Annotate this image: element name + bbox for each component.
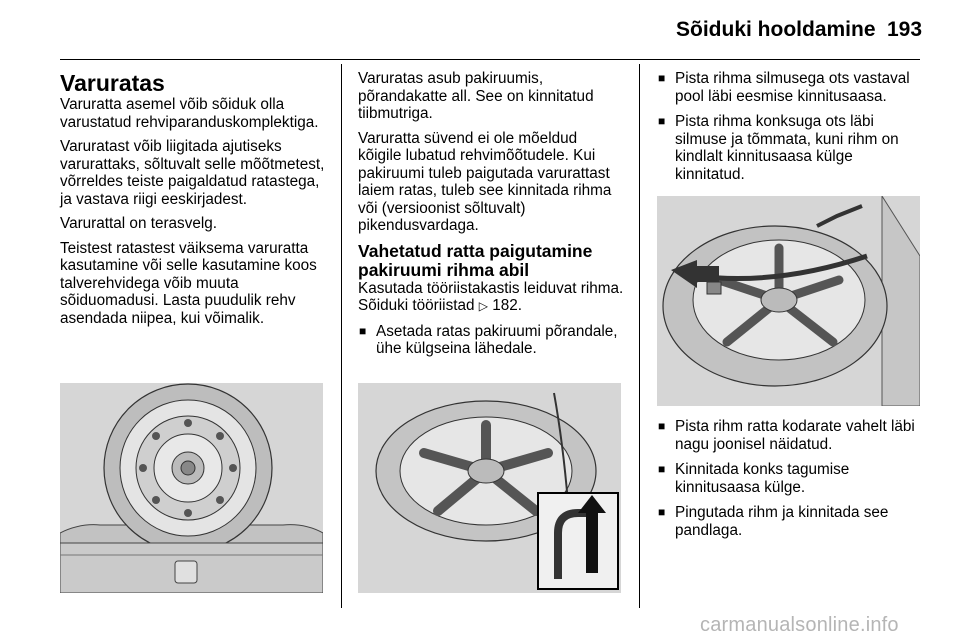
column-divider-1 [341, 64, 342, 608]
bullet-icon: ■ [658, 505, 666, 519]
bullet-list [358, 323, 624, 358]
paragraph: Varuratast võib liigitada ajutiseks varurattaks, sõltuvalt selle mõõtmetest, võrreldes teiste paigaldatud ratastega, ja vastava riigi eeskirjadest. [60, 138, 325, 208]
bullet-icon: ■ [359, 323, 367, 338]
paragraph: Varuratas asub pakiruumis, põrandakatte all. See on kinnitatud tiibmutriga. [358, 70, 594, 122]
bullet-icon: ■ [658, 419, 666, 433]
subsection-title: Vahetatud ratta paigutamine pakiruumi rihma abil [358, 240, 593, 280]
list-item-text: Pista rihma silmusega ots vastaval pool läbi eesmise kinnitusaasa. [675, 70, 910, 105]
paragraph: Varuratta süvend ei ole mõeldud kõigile lubatud rehvimõõtudele. Kui pakiruumi tuleb paigutada varurattast laiem ratas, tuleb see kinnitada rihma või (versioonist sõltuvalt) pikendusvardaga. [358, 129, 612, 234]
subsection-text: Kasutada tööriistakastis leiduvat rihma. Sõiduki tööriistad [358, 279, 624, 314]
bullet-list [657, 418, 923, 539]
list-item [657, 504, 923, 539]
paragraph: Varuratta asemel võib sõiduk olla varustatud rehviparanduskomplektiga. [60, 96, 319, 131]
column-3-lower [657, 418, 923, 547]
figure-wheel-placement [358, 383, 621, 593]
page-header [0, 0, 960, 60]
figure-spare-wheel [60, 383, 323, 593]
strap-routing-illustration [657, 196, 920, 406]
header-title: Sõiduki hooldamine [676, 18, 876, 41]
watermark: carmanualsonline.info [700, 614, 899, 636]
paragraph: Varurattal on terasvelg. [60, 215, 218, 232]
list-item-text: Pingutada rihm ja kinnitada see pandlaga. [675, 504, 889, 539]
list-item [657, 113, 923, 183]
header-rule [60, 59, 920, 60]
column-2 [358, 70, 624, 366]
list-item-text: Pista rihma konksuga ots läbi silmuse ja tõmmata, kuni rihm on kindlalt kinnitusaasa külge kinnitatud. [675, 113, 899, 183]
bullet-icon: ■ [658, 114, 666, 128]
column-divider-2 [639, 64, 640, 608]
bullet-list [657, 70, 923, 183]
page-number: 193 [887, 18, 923, 41]
reference-page[interactable]: 182. [487, 297, 523, 314]
wheel-placement-illustration [358, 383, 621, 593]
list-item [657, 461, 923, 496]
figure-strap-routing [657, 196, 920, 406]
column-1 [60, 70, 326, 334]
list-item [657, 418, 923, 453]
list-item-text: Pista rihm ratta kodarate vahelt läbi nagu joonisel näidatud. [675, 418, 915, 453]
list-item [657, 70, 923, 105]
list-item [358, 323, 624, 358]
bullet-icon: ■ [658, 462, 666, 476]
column-3 [657, 70, 923, 191]
bullet-icon: ■ [658, 71, 666, 85]
reference-arrow-icon: ▷ [478, 299, 488, 313]
list-item-text: Asetada ratas pakiruumi põrandale, ühe külgseina lähedale. [376, 322, 618, 357]
paragraph: Teistest ratastest väiksema varuratta kasutamine või selle kasutamine koos talverehvidega võib muuta sõiduomadusi. Lasta puudulik rehv asendada niipea, kui võimalik. [60, 239, 317, 327]
section-title: Varuratas [60, 70, 165, 96]
paragraph [358, 280, 624, 316]
list-item-text: Kinnitada konks tagumise kinnitusaasa külge. [675, 461, 850, 496]
spare-wheel-illustration [60, 383, 323, 593]
